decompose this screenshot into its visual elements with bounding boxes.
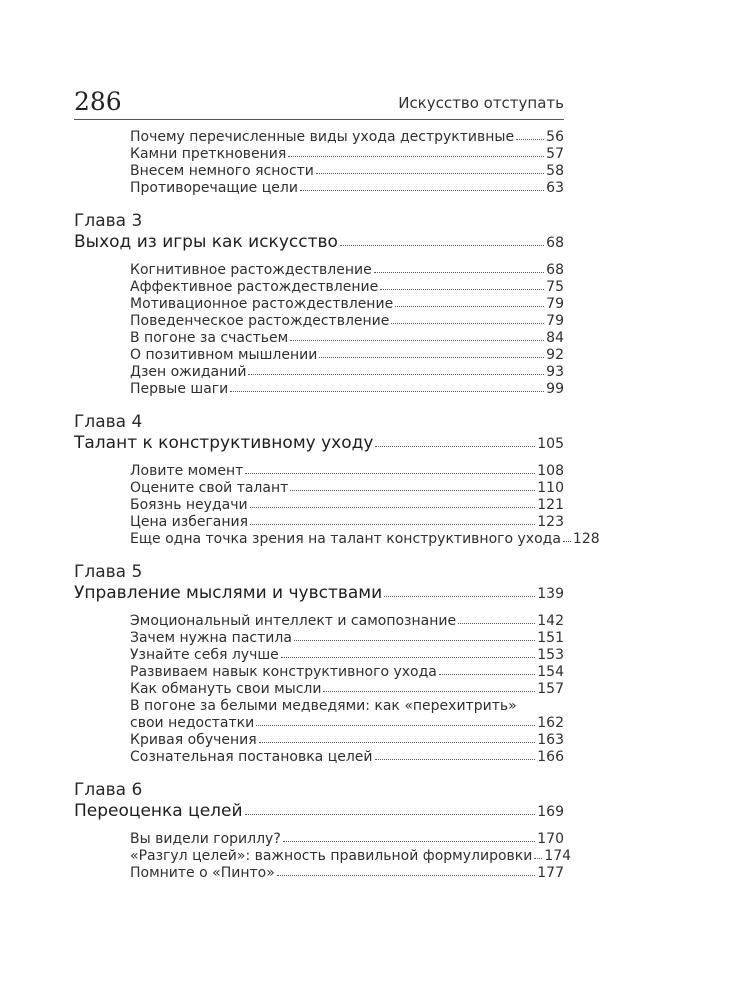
toc-entry [130,647,564,664]
entry-title: Эмоциональный интеллект и самопознание [130,613,457,629]
dot-leader [290,338,544,341]
entry-title: Развиваем навык конструктивного ухода [130,664,437,680]
toc-entry [130,681,564,698]
entry-title: Как обмануть свои мысли [130,681,322,697]
entry-page: 177 [537,865,564,881]
dot-leader [384,594,535,597]
toc-entry [130,865,564,882]
entry-page: 151 [537,630,564,646]
entry-title: Противоречащие цели [130,180,298,196]
entry-title: Зачем нужна пастила [130,630,292,646]
dot-leader [316,171,544,174]
chapter-title-row [74,801,564,823]
chapter-title: Переоценка целей [74,801,243,821]
dot-leader [230,389,544,392]
dot-leader [290,488,535,491]
entry-page: 84 [546,330,564,346]
toc-entry [130,715,564,732]
entry-title: Мотивационное растождествление [130,296,394,312]
dot-leader [283,839,535,842]
entry-page: 157 [537,681,564,697]
page-number: 286 [74,87,122,116]
toc-entry [130,630,564,647]
chapter-title: Выход из игры как искусство [74,232,338,252]
chapter-label: Глава 3 [74,211,143,231]
chapter-4 [74,412,600,548]
toc-entry [130,463,564,480]
chapter-page: 169 [537,804,564,820]
toc-entry [130,129,564,146]
dot-leader [248,372,544,375]
toc-entry [130,262,564,279]
entry-title: Внесем немного ясности [130,163,314,179]
toc-entry [130,664,564,681]
toc-entry [130,296,564,313]
entry-page: 93 [546,364,564,380]
chapter-title-row [74,433,564,455]
dot-leader [245,812,536,815]
entry-title: Ловите момент [130,463,244,479]
toc-entry [130,330,564,347]
chapter-title: Талант к конструктивному уходу [74,433,374,453]
entry-title: Еще одна точка зрения на талант конструктивного ухода [130,531,561,547]
entry-page: 174 [544,848,572,864]
entry-page: 162 [537,715,564,731]
dot-leader [534,856,542,859]
header-rule [74,119,564,120]
entry-title-line1: В погоне за белыми медведями: как «перехитрить» [130,698,517,714]
dot-leader [245,471,535,474]
entry-page: 170 [537,831,564,847]
dot-leader [458,621,535,624]
toc-entry [130,531,600,548]
entry-page: 154 [537,664,564,680]
dot-leader [395,304,544,307]
entry-title: Помните о «Пинто» [130,865,275,881]
entry-title: Почему перечисленные виды ухода деструктивные [130,129,515,145]
chapter-label: Глава 6 [74,780,143,800]
chapter-title: Управление мыслями и чувствами [74,583,383,603]
dot-leader [340,243,544,246]
entry-title: Камни преткновения [130,146,287,162]
entry-title: Боязнь неудачи [130,497,248,513]
toc-entry [130,364,564,381]
entry-title-line2: свои недостатки [130,715,255,731]
toc-entry [130,347,564,364]
entry-page: 75 [546,279,564,295]
entry-title: Дзен ожиданий [130,364,247,380]
entry-page: 142 [537,613,564,629]
entry-page: 56 [546,129,564,145]
dot-leader [323,689,535,692]
toc-entry [130,163,564,180]
entry-page: 58 [546,163,564,179]
entry-page: 108 [537,463,564,479]
entry-page: 121 [537,497,564,513]
toc-entry [130,613,564,630]
entry-page: 153 [537,647,564,663]
running-title: Искусство отступать [398,94,564,112]
dot-leader [250,522,535,525]
entry-title: В погоне за счастьем [130,330,289,346]
entry-page: 92 [546,347,564,363]
entry-title: Сознательная постановка целей [130,749,373,765]
dot-leader [375,444,535,447]
toc-entry [130,381,564,398]
entry-title: Аффективное растождествление [130,279,379,295]
entry-title: Поведенческое растождествление [130,313,390,329]
entry-page: 68 [546,262,564,278]
toc-entry [130,732,564,749]
dot-leader [439,672,535,675]
table-of-contents [74,129,600,882]
dot-leader [516,137,544,140]
toc-entry [130,279,564,296]
entry-page: 128 [572,531,600,547]
dot-leader [300,188,544,191]
dot-leader [563,539,571,542]
entry-page: 63 [546,180,564,196]
entry-title: О позитивном мышлении [130,347,318,363]
entry-title: «Разгул целей»: важность правильной формулировки [130,848,533,864]
entry-page: 57 [546,146,564,162]
dot-leader [256,723,535,726]
chapter-page: 139 [537,586,564,602]
chapter-6 [74,780,572,882]
entry-page: 79 [546,296,564,312]
entry-title: Вы видели гориллу? [130,831,281,847]
dot-leader [380,287,544,290]
toc-entry [130,313,564,330]
toc-entry [130,480,564,497]
entry-title: Оцените свой талант [130,480,289,496]
dot-leader [294,638,535,641]
dot-leader [375,757,536,760]
page-header [74,88,564,118]
dot-leader [391,321,544,324]
chapter-title-row [74,232,564,254]
entry-page: 99 [546,381,564,397]
chapter-3 [74,211,564,398]
chapter-label: Глава 4 [74,412,143,432]
dot-leader [374,270,544,273]
dot-leader [259,740,536,743]
toc-entry-multiline [130,698,564,715]
entry-page: 123 [537,514,564,530]
entry-page: 79 [546,313,564,329]
entry-title: Узнайте себя лучше [130,647,279,663]
entry-title: Когнитивное растождествление [130,262,372,278]
entry-title: Кривая обучения [130,732,257,748]
toc-entry [130,180,564,197]
entry-title: Цена избегания [130,514,249,530]
toc-entry [130,848,572,865]
dot-leader [250,505,536,508]
toc-entry [130,831,564,848]
toc-entry [130,146,564,163]
chapter-page: 68 [546,235,564,251]
entry-page: 166 [537,749,564,765]
entry-page: 163 [537,732,564,748]
toc-entry [130,497,564,514]
dot-leader [281,655,535,658]
chapter-page: 105 [537,436,564,452]
toc-entry [130,749,564,766]
toc-entry [130,514,564,531]
dot-leader [319,355,544,358]
chapter-5 [74,562,564,766]
entry-title: Первые шаги [130,381,229,397]
dot-leader [288,154,544,157]
chapter-label: Глава 5 [74,562,143,582]
chapter-title-row [74,583,564,605]
dot-leader [277,873,535,876]
entry-page: 110 [537,480,564,496]
